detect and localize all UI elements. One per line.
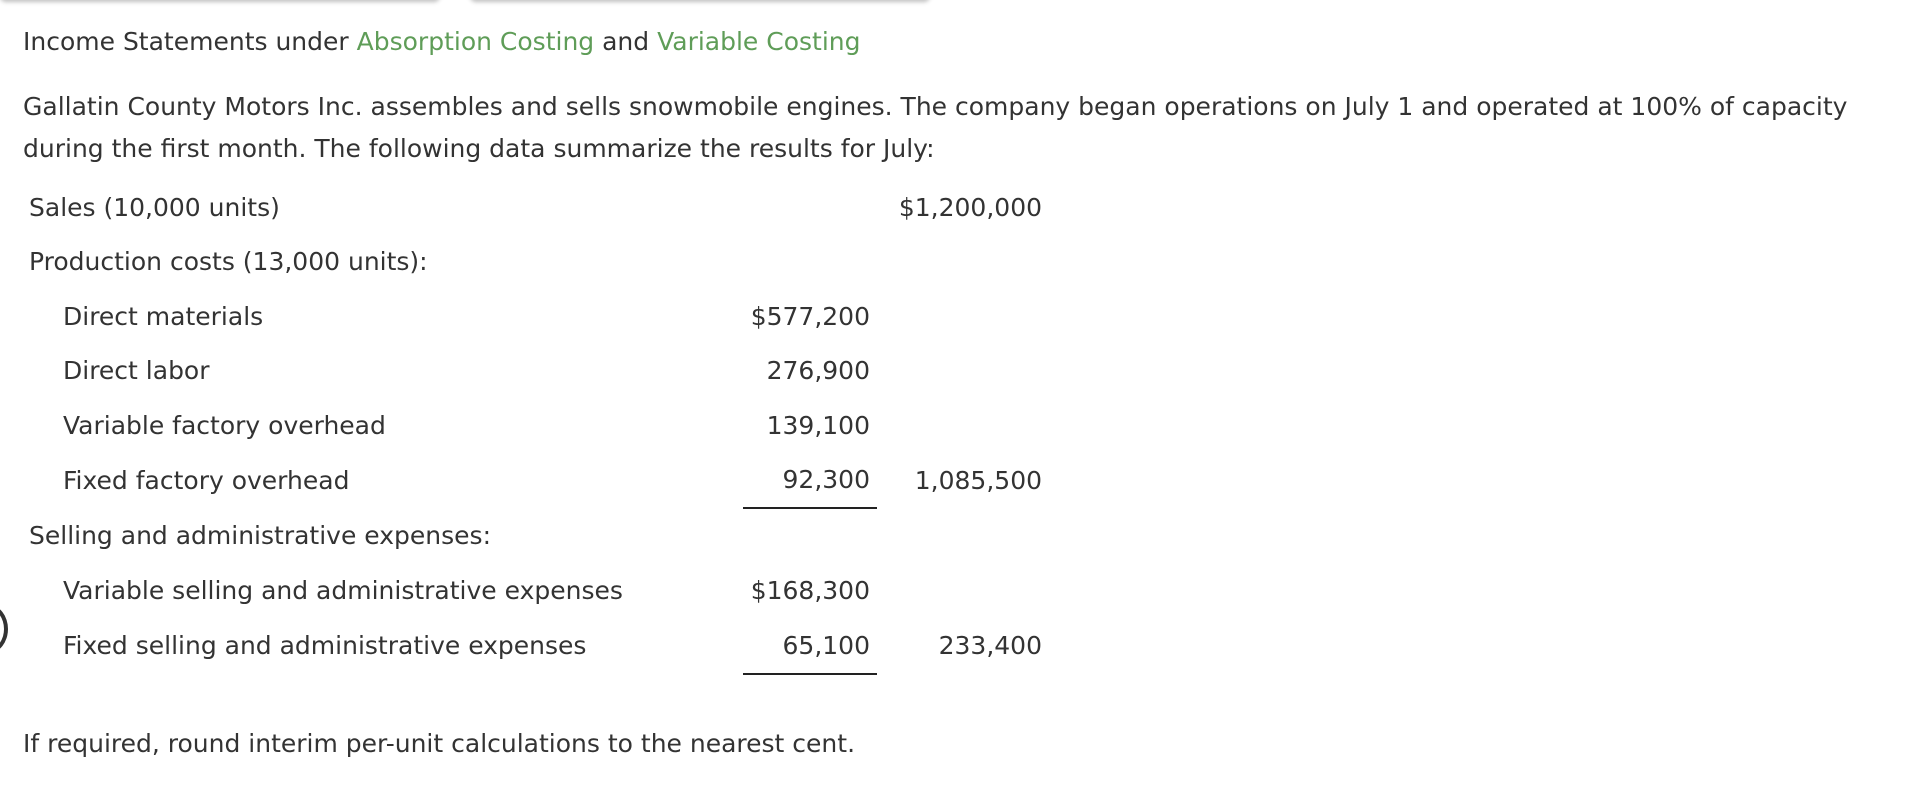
table-row bbox=[23, 564, 1042, 619]
row-amount: 139,100 bbox=[766, 410, 870, 440]
row-total bbox=[877, 235, 1042, 290]
title-middle: and bbox=[594, 27, 658, 56]
row-amount: 92,300 bbox=[743, 453, 877, 509]
row-amount: 276,900 bbox=[766, 356, 870, 386]
table-row bbox=[23, 398, 1042, 453]
row-label: Variable factory overhead bbox=[63, 410, 386, 440]
table-row bbox=[23, 235, 1042, 290]
row-label: Selling and administrative expenses: bbox=[29, 521, 491, 551]
row-total: 1,085,500 bbox=[914, 465, 1042, 495]
row-label: Fixed selling and administrative expenses bbox=[63, 631, 587, 661]
problem-intro: Gallatin County Motors Inc. assembles and sells snowmobile engines. The company began operations on July 1 and operated at 100% of capacity during the first month. The following data summarize the results for July: bbox=[23, 92, 1848, 163]
title-prefix: Income Statements under bbox=[23, 27, 357, 56]
circle-icon bbox=[0, 605, 8, 653]
row-label: Direct materials bbox=[63, 301, 264, 331]
row-label: Direct labor bbox=[63, 356, 210, 386]
row-total: 233,400 bbox=[938, 631, 1042, 661]
row-label: Production costs (13,000 units): bbox=[29, 247, 428, 277]
row-amount bbox=[743, 508, 877, 564]
variable-costing-link[interactable]: Variable Costing bbox=[657, 27, 861, 56]
row-total bbox=[877, 564, 1042, 619]
row-total bbox=[877, 398, 1042, 453]
rounding-note: If required, round interim per-unit calculations to the nearest cent. bbox=[23, 729, 856, 758]
row-total bbox=[877, 344, 1042, 399]
row-label: Fixed factory overhead bbox=[63, 465, 350, 495]
cost-data-table bbox=[23, 180, 1042, 675]
table-row bbox=[23, 344, 1042, 399]
table-row bbox=[23, 508, 1042, 564]
page-title bbox=[23, 24, 861, 60]
row-label: Sales (10,000 units) bbox=[29, 192, 280, 222]
row-amount: 65,100 bbox=[743, 618, 877, 674]
row-amount: $168,300 bbox=[750, 576, 870, 606]
table-row bbox=[23, 289, 1042, 344]
row-amount bbox=[743, 235, 877, 290]
row-total bbox=[877, 289, 1042, 344]
row-amount bbox=[743, 180, 877, 235]
row-amount: $577,200 bbox=[750, 301, 870, 331]
table-row bbox=[23, 453, 1042, 509]
row-label: Variable selling and administrative expenses bbox=[63, 576, 623, 606]
row-total: $1,200,000 bbox=[898, 192, 1042, 222]
table-row bbox=[23, 618, 1042, 674]
absorption-costing-link[interactable]: Absorption Costing bbox=[356, 27, 595, 56]
table-row bbox=[23, 180, 1042, 235]
row-total bbox=[877, 508, 1042, 564]
